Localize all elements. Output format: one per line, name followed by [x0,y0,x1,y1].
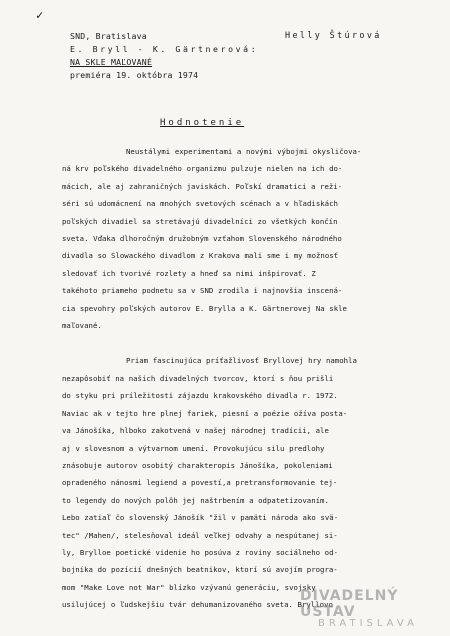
text-line: tec" /Mahen/, stelesňoval ideál veľkej odvahy a nespútanej si- [62,530,338,540]
text-line: nezapôsobiť na našich divadelných tvorcov, ktorí s ňou prišli [62,373,334,383]
text-line: Lebo zatiaľ čo slovenský Jánošík "žil v pamäti národa ako svä- [62,513,339,523]
text-line: va Jánošíka, hlboko zakotvená v našej národnej tradícii, ale [62,426,329,436]
text-line: Naviac ak v tejto hre plnej fariek, piesní a poézie ožíva posta- [62,408,348,418]
text-line: znásobuje autorov osobitý charakteropis Jánošíka, pokoleniami [62,460,333,470]
play-authors: E. Bryll - K. Gärtnerová: [70,44,259,54]
text-line: sledovať ich tvorivé rozlety a hneď sa nimi inšpirovať. Z [62,268,316,278]
text-line: divadla so Slowackého divadlom z Krakova mali sme i my možnosť [62,251,339,261]
document-header [70,30,258,82]
text-line: bojníka do pozícií dnešných beatnikov, ktorí sú avojím progra- [62,565,338,575]
watermark-line-2: BRATISLAVA [318,618,418,629]
text-line: aj v slovesnom a výtvarnom umení. Provokujúcu silu predlohy [62,443,325,453]
premiere-date: premiéra 19. októbra 1974 [70,70,199,80]
paragraph-2 [62,352,418,613]
text-line: ná krv poľského divadelného organizmu pulzuje nielen na ich do- [62,164,343,174]
text-line: poľských divadiel sa stretávajú divadelníci zo všetkých končín [62,216,338,226]
reviewer-name: Helly Štúrová [285,30,382,40]
section-title: Hodnotenie [160,118,245,128]
text-line: takéhoto priameho podnetu sa v SND zrodila i najnovšia inscená- [62,286,343,296]
text-line: séri sú udomácnení na mnohých svetových scénach a v hľadiskách [62,199,338,209]
text-line: mom "Make Love not War" blízko vzývanú generáciu, svojsky [62,582,316,592]
text-line: Neustálymi experimentami a novými výbojmi okysličova- [126,147,362,156]
text-line: sveta. Vďaka dlhoročným družobným vzťahom Slovenského národného [62,234,342,244]
text-line: usilujúcej o ľudskejšiu tvár dehumanizovaného sveta. Bryllovo [62,600,333,610]
check-mark: ✓ [36,8,44,22]
text-line: maľované. [62,321,102,331]
watermark-line-1: DIVADELNÝ ÚSTAV [300,588,399,620]
document-body [62,143,418,614]
paragraph-1 [62,143,418,334]
play-title: NA SKLE MAĽOVANÉ [70,57,153,67]
text-line: to legendy do nových polôh jej naštrbením a odpatetizovaním. [62,495,329,505]
text-line: opradeného nánosmi legiend a povestí,a pretransformovanie tej- [62,478,338,488]
text-line: cia spevohry poľských autorov E. Brylla a K. Gärtnerovej Na skle [62,303,347,313]
text-line: mácich, ale aj zahraničných javiskách. Poľskí dramatici a reži- [62,181,343,191]
text-line: Priam fascinujúca príťažlivosť Bryllovej hry namohla [126,356,357,366]
institution-watermark [300,588,450,629]
text-line: do styku pri príležitosti zájazdu krakovského divadla r. 1972. [62,391,338,401]
text-line: ly, Brylloe poetické videnie ho posúva z roviny sociálneho od- [62,547,338,557]
theatre-name: SND, Bratislava [70,31,147,41]
